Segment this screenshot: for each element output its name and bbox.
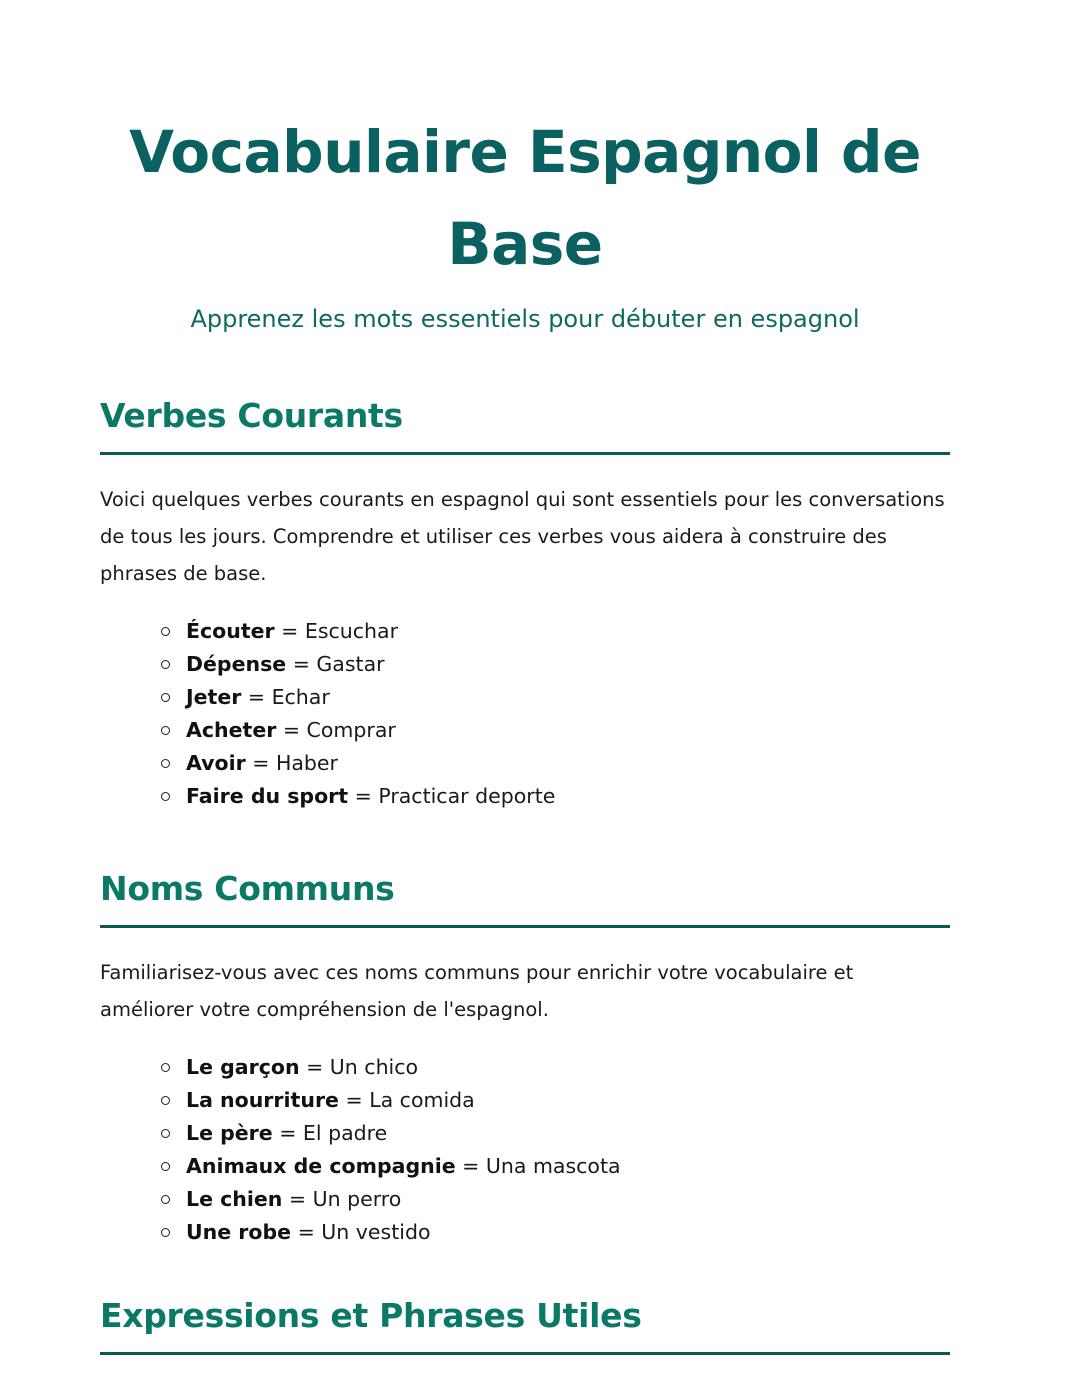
spanish-translation: Haber bbox=[275, 751, 338, 775]
spanish-translation: Un chico bbox=[329, 1055, 419, 1079]
french-term: Dépense bbox=[186, 652, 287, 676]
list-item bbox=[160, 1150, 950, 1183]
list-item bbox=[160, 747, 950, 780]
french-term: Faire du sport bbox=[186, 784, 349, 808]
equals-separator: = bbox=[282, 1187, 313, 1211]
document-page bbox=[100, 0, 950, 1355]
list-item bbox=[160, 648, 950, 681]
list-item bbox=[160, 714, 950, 747]
equals-separator: = bbox=[245, 751, 276, 775]
french-term: Une robe bbox=[186, 1220, 292, 1244]
equals-separator: = bbox=[241, 685, 272, 709]
section-heading: Expressions et Phrases Utiles bbox=[100, 1294, 950, 1355]
spanish-translation: Un perro bbox=[312, 1187, 402, 1211]
spanish-translation: Un vestido bbox=[321, 1220, 431, 1244]
equals-separator: = bbox=[455, 1154, 486, 1178]
page-subtitle: Apprenez les mots essentiels pour débuter en espagnol bbox=[190, 305, 860, 333]
french-term: Avoir bbox=[186, 751, 246, 775]
section-intro: Voici quelques verbes courants en espagnol qui sont essentiels pour les conversations de tous les jours. Comprendre et utiliser ces verbes vous aidera à construire des phrases de base. bbox=[100, 488, 945, 585]
spanish-translation: Una mascota bbox=[485, 1154, 621, 1178]
french-term: Animaux de compagnie bbox=[186, 1154, 456, 1178]
list-item bbox=[160, 681, 950, 714]
list-item bbox=[160, 1117, 950, 1150]
list-item bbox=[160, 780, 950, 813]
page-title: Vocabulaire Espagnol de Base bbox=[129, 118, 921, 278]
spanish-translation: El padre bbox=[302, 1121, 388, 1145]
hollow-circle-bullet-icon bbox=[161, 1063, 170, 1072]
equals-separator: = bbox=[338, 1088, 370, 1112]
hollow-circle-bullet-icon bbox=[161, 726, 170, 735]
french-term: Le garçon bbox=[186, 1055, 300, 1079]
equals-separator: = bbox=[274, 619, 305, 643]
hollow-circle-bullet-icon bbox=[161, 1228, 170, 1237]
list-item bbox=[160, 615, 950, 648]
list-item bbox=[160, 1216, 950, 1249]
vocab-list bbox=[100, 615, 950, 813]
equals-separator: = bbox=[291, 1220, 322, 1244]
equals-separator: = bbox=[348, 784, 379, 808]
section-heading: Verbes Courants bbox=[100, 394, 950, 455]
list-item bbox=[160, 1051, 950, 1084]
hollow-circle-bullet-icon bbox=[161, 627, 170, 636]
equals-separator: = bbox=[272, 1121, 303, 1145]
section-verbes-courants bbox=[100, 394, 950, 813]
section-heading: Noms Communs bbox=[100, 867, 950, 928]
french-term: Jeter bbox=[186, 685, 242, 709]
section-noms-communs bbox=[100, 867, 950, 1249]
spanish-translation: Comprar bbox=[306, 718, 396, 742]
hollow-circle-bullet-icon bbox=[161, 693, 170, 702]
hollow-circle-bullet-icon bbox=[161, 759, 170, 768]
french-term: Acheter bbox=[186, 718, 277, 742]
section-expressions-phrases-utiles bbox=[100, 1294, 950, 1355]
equals-separator: = bbox=[286, 652, 317, 676]
spanish-translation: La comida bbox=[369, 1088, 475, 1112]
equals-separator: = bbox=[276, 718, 307, 742]
list-item bbox=[160, 1183, 950, 1216]
hollow-circle-bullet-icon bbox=[161, 1195, 170, 1204]
hollow-circle-bullet-icon bbox=[161, 1096, 170, 1105]
french-term: La nourriture bbox=[186, 1088, 339, 1112]
hollow-circle-bullet-icon bbox=[161, 792, 170, 801]
french-term: Écouter bbox=[186, 619, 275, 643]
list-item bbox=[160, 1084, 950, 1117]
french-term: Le chien bbox=[186, 1187, 283, 1211]
section-intro: Familiarisez-vous avec ces noms communs pour enrichir votre vocabulaire et améliorer votre compréhension de l'espagnol. bbox=[100, 961, 854, 1021]
spanish-translation: Gastar bbox=[316, 652, 385, 676]
french-term: Le père bbox=[186, 1121, 273, 1145]
spanish-translation: Escuchar bbox=[304, 619, 399, 643]
hollow-circle-bullet-icon bbox=[161, 1129, 170, 1138]
spanish-translation: Echar bbox=[271, 685, 330, 709]
spanish-translation: Practicar deporte bbox=[378, 784, 556, 808]
equals-separator: = bbox=[299, 1055, 330, 1079]
hollow-circle-bullet-icon bbox=[161, 1162, 170, 1171]
hollow-circle-bullet-icon bbox=[161, 660, 170, 669]
vocab-list bbox=[100, 1051, 950, 1249]
